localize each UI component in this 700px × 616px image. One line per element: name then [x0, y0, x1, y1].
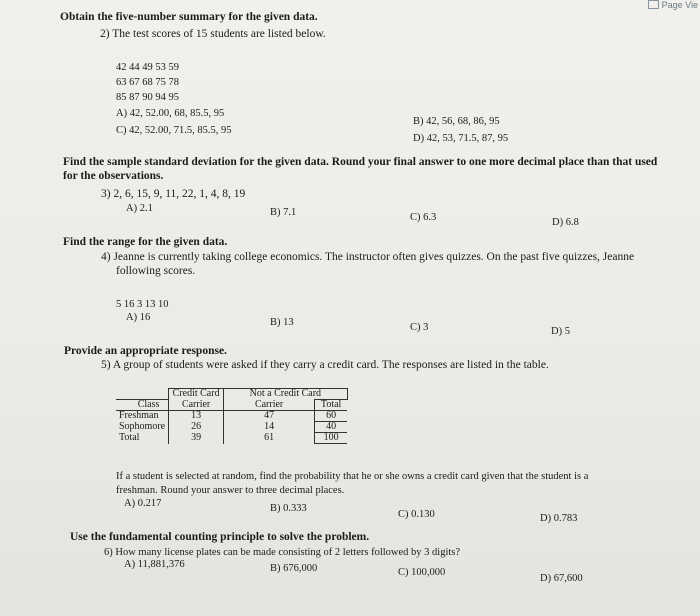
section-title-std-dev-2: for the observations.	[63, 170, 164, 182]
contingency-table	[116, 388, 348, 444]
q5-choice-a: A) 0.217	[124, 498, 162, 509]
table-cell: 14	[224, 422, 315, 433]
table-cell: 47	[224, 411, 315, 422]
q3-choice-a: A) 2.1	[126, 203, 153, 214]
q5-choice-c: C) 0.130	[398, 509, 435, 520]
q4-choice-d: D) 5	[551, 326, 570, 337]
table-header-total: Total	[315, 400, 348, 411]
table-cell: 61	[224, 433, 315, 444]
page-view-icon	[648, 0, 659, 9]
question-2-text: 2) The test scores of 15 students are listed below.	[100, 28, 326, 40]
q4-choice-c: C) 3	[410, 322, 429, 333]
q2-choice-d: D) 42, 53, 71.5, 87, 95	[413, 133, 509, 144]
question-3-text: 3) 2, 6, 15, 9, 11, 22, 1, 4, 8, 19	[101, 188, 246, 200]
section-title-five-number: Obtain the five-number summary for the given data.	[60, 11, 318, 23]
question-5-prompt-2: freshman. Round your answer to three decimal places.	[116, 485, 345, 496]
table-cell: 40	[315, 422, 348, 433]
question-6-text: 6) How many license plates can be made consisting of 2 letters followed by 3 digits?	[104, 547, 461, 558]
q6-choice-d: D) 67,600	[540, 573, 583, 584]
q4-choice-a: A) 16	[126, 312, 151, 323]
table-row-label: Sophomore	[119, 421, 166, 432]
q2-choice-c: C) 42, 52.00, 71.5, 85.5, 95	[116, 125, 232, 136]
data-row-3: 85 87 90 94 95	[116, 92, 179, 103]
table-cell: 39	[169, 433, 224, 444]
q2-choice-a: A) 42, 52.00, 68, 85.5, 95	[116, 108, 225, 119]
table-header-not-credit-card: Not a Credit Card	[224, 389, 348, 400]
q3-choice-b: B) 7.1	[270, 207, 297, 218]
q6-choice-a: A) 11,881,376	[124, 559, 185, 570]
section-title-range: Find the range for the given data.	[63, 236, 228, 248]
page-view-button[interactable]	[628, 0, 700, 10]
question-5-prompt-1: If a student is selected at random, find the probability that he or she owns a credit card given that the student is a	[116, 471, 589, 482]
q3-choice-d: D) 6.8	[552, 217, 579, 228]
table-header-credit-card: Credit Card	[169, 389, 224, 400]
table-header-carrier-2: Carrier	[224, 400, 315, 411]
q6-choice-b: B) 676,000	[270, 563, 318, 574]
table-cell: 60	[315, 411, 348, 422]
table-header-class: Class	[116, 400, 169, 411]
table-cell: 100	[315, 433, 348, 444]
table-cell: 26	[169, 422, 224, 433]
q2-choice-b: B) 42, 56, 68, 86, 95	[413, 116, 500, 127]
section-title-response: Provide an appropriate response.	[64, 345, 227, 357]
data-row-1: 42 44 49 53 59	[116, 62, 179, 73]
table-row-label: Total	[119, 432, 140, 443]
question-5-text: 5) A group of students were asked if they carry a credit card. The responses are listed in the table.	[101, 359, 549, 371]
data-row-2: 63 67 68 75 78	[116, 77, 179, 88]
section-title-std-dev-1: Find the sample standard deviation for the given data. Round your final answer to one more decimal place than that used	[63, 156, 658, 168]
q4-choice-b: B) 13	[270, 317, 294, 328]
table-cell: 13	[169, 411, 224, 422]
q6-choice-c: C) 100,000	[398, 567, 446, 578]
q5-choice-d: D) 0.783	[540, 513, 578, 524]
question-4-text-1: 4) Jeanne is currently taking college economics. The instructor often gives quizzes. On the past five quizzes, Jeanne	[101, 251, 635, 263]
table-row-label: Freshman	[116, 411, 169, 422]
section-title-counting: Use the fundamental counting principle to solve the problem.	[70, 531, 370, 543]
q4-data: 5 16 3 13 10	[116, 299, 169, 310]
page-view-label: Page Vie	[661, 0, 698, 10]
q3-choice-c: C) 6.3	[410, 212, 437, 223]
q5-choice-b: B) 0.333	[270, 503, 307, 514]
table-header-carrier-1: Carrier	[169, 400, 224, 411]
question-4-text-2: following scores.	[116, 265, 196, 277]
